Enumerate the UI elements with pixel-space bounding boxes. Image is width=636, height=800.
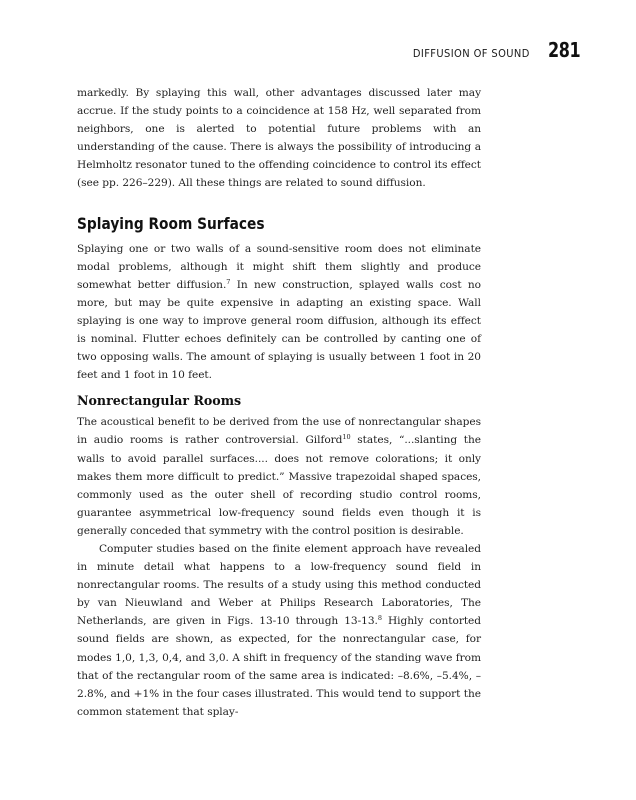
paragraph-computer-studies xyxy=(77,540,481,721)
paragraph-nonrectangular-text-a: The acoustical benefit to be derived from the use of nonrectangular shapes in audio rooms is rather controversial. Gilford xyxy=(77,416,481,447)
paragraph-intro: markedly. By splaying this wall, other advantages discussed later may accrue. If the study points to a coincidence at 158 Hz, well separated from neighbors, one is alerted to potential future problems with an understanding of the cause. There is always the possibility of introducing a Helmholtz resonator tuned to the offending coincidence to control its effect (see pp. 226–229). All these things are related to sound diffusion. xyxy=(77,87,481,190)
page-number: 281 xyxy=(547,38,580,62)
footnote-ref-10: 10 xyxy=(342,433,351,442)
running-head xyxy=(413,38,580,62)
paragraph-nonrectangular-text-b: states, “...slanting the walls to avoid parallel surfaces.... does not remove colorations; it only makes them more difficult to predict.” Massive trapezoidal shaped spaces, commonly used as the outer shell of recording studio control rooms, guarantee asymmetrical low-frequency sound fields even though it is generally conceded that symmetry with the control position is desirable. xyxy=(77,434,481,537)
footnote-ref-7: 7 xyxy=(226,277,231,286)
paragraph-nonrectangular xyxy=(77,413,481,540)
sub-heading: Nonrectangular Rooms xyxy=(77,393,242,409)
paragraph-computer-studies-text-a: Computer studies based on the finite element approach have revealed in minute detail what happens to a low-frequency sound field in nonrectangular rooms. The results of a study using this method conducted by van Nieuwland and Weber at Philips Research Laboratories, The Netherlands, are given in Figs. 13-10 through 13-13. xyxy=(77,542,481,628)
section-heading: Splaying Room Surfaces xyxy=(77,213,265,233)
page-content xyxy=(77,84,481,721)
paragraph-splaying-text-b: In new construction, splayed walls cost no more, but may be quite expensive in adapting an existing space. Wall splaying is one way to improve general room diffusion, although its effect is nominal. Flutter echoes definitely can be controlled by canting one of two opposing walls. The amount of splaying is usually between 1 foot in 20 feet and 1 foot in 10 feet. xyxy=(77,278,481,382)
paragraph-splaying xyxy=(77,240,481,385)
paragraph-computer-studies-text-b: Highly contorted sound fields are shown, as expected, for the nonrectangular case, for modes 1,0, 1,3, 0,4, and 3,0. A shift in frequency of the standing wave from that of the rectangular room of the same area is indicated: –8.6%, –5.4%, –2.8%, and +1% in the four cases illustrated. This would tend to support the common statement that splay- xyxy=(77,615,481,718)
running-title: DIFFUSION OF SOUND xyxy=(412,47,530,60)
paragraph-splaying-text-a: Splaying one or two walls of a sound-sensitive room does not eliminate modal problems, although it might shift them slightly and produce somewhat better diffusion. xyxy=(77,242,481,291)
footnote-ref-8: 8 xyxy=(377,614,382,623)
